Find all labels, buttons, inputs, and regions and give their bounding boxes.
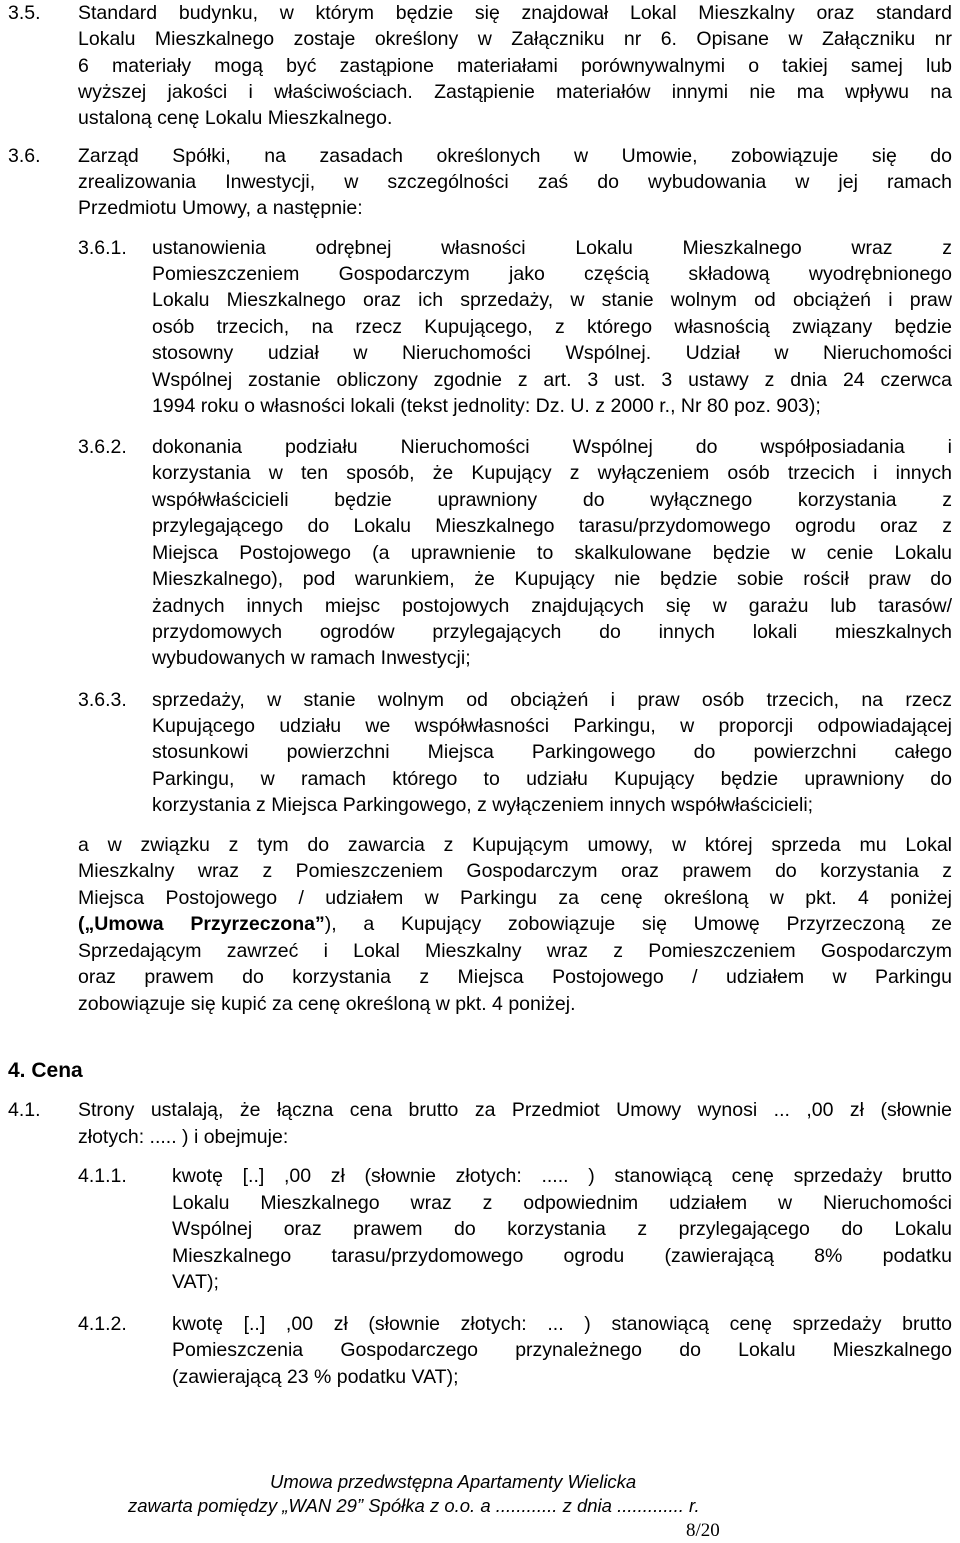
section-number: 3.5. [8, 2, 41, 24]
paragraph-line: stosowny udział w Nieruchomości Wspólnej. Udział w Nieruchomości [152, 342, 952, 364]
paragraph-line: (zawierającą 23 % podatku VAT); [172, 1366, 459, 1388]
defined-term: „Umowa Przyrzeczona” [84, 913, 325, 935]
paragraph-line: Miejsca Postojowego / udziałem w Parkingu za cenę określoną w pkt. 4 poniżej [78, 887, 952, 909]
paragraph-line: Kupującego udziału we współwłasności Parkingu, w proporcji odpowiadającej [152, 715, 952, 737]
paragraph-line: zobowiązuje się kupić za cenę określoną w pkt. 4 poniżej. [78, 993, 576, 1015]
paragraph-line: dokonania podziału Nieruchomości Wspólnej do współposiadania i [152, 436, 952, 458]
paragraph-line: oraz prawem do korzystania z Miejsca Postojowego / udziałem w Parkingu [78, 966, 952, 988]
item-number: 3.6.1. [78, 237, 127, 259]
paragraph-line: zrealizowania Inwestycji, w szczególności zaś do wybudowania w jej ramach [78, 171, 952, 193]
paragraph-line: Pomieszczeniem Gospodarczym jako częścią składową wyodrębnionego [152, 263, 952, 285]
paragraph-line: VAT); [172, 1271, 219, 1293]
paragraph-line: Mieszkalny wraz z Pomieszczeniem Gospodarczym oraz prawem do korzystania z [78, 860, 952, 882]
paragraph-line [78, 26, 952, 53]
paragraph-line: Lokalu Mieszkalnego wraz z odpowiednim udziałem w Nieruchomości [172, 1192, 952, 1214]
item-number: 3.6.3. [78, 689, 127, 711]
paragraph-line: żadnych innych miejsc postojowych znajdujących się w garażu lub tarasów/ [152, 595, 952, 617]
paragraph-line: 1994 roku o własności lokali (tekst jednolity: Dz. U. z 2000 r., Nr 80 poz. 903); [152, 395, 821, 417]
paragraph-line: korzystania w ten sposób, że Kupujący z wyłączeniem osób trzecich i innych [152, 462, 952, 484]
paragraph-line: ustaloną cenę Lokalu Mieszkalnego. [78, 107, 393, 129]
paragraph-line: Parkingu, w ramach którego to udziału Kupujący będzie uprawniony do [152, 768, 952, 790]
section-number: 4.1. [8, 1099, 41, 1121]
paragraph-line: kwotę [..] ,00 zł (słownie złotych: ..... ) stanowiącą cenę sprzedaży brutto [172, 1165, 952, 1187]
paragraph-line: osób trzecich, na rzecz Kupującego, z którego własnością związany będzie [152, 316, 952, 338]
paragraph-line: przylegającego do Lokalu Mieszkalnego tarasu/przydomowego ogrodu oraz z [152, 515, 952, 537]
paragraph-line: Standard budynku, w którym będzie się znajdował Lokal Mieszkalny oraz standard [78, 2, 952, 24]
paragraph-line: Lokalu Mieszkalnego oraz ich sprzedaży, w stanie wolnym od obciążeń i praw [152, 289, 952, 311]
paragraph-line: stosunkowi powierzchni Miejsca Parkingowego do powierzchni całego [152, 741, 952, 763]
paren-open: ( [78, 913, 85, 935]
paragraph-line: Mieszkalnego tarasu/przydomowego ogrodu (zawierającą 8% podatku [172, 1245, 952, 1267]
item-number: 4.1.2. [78, 1313, 127, 1335]
page-number: 8/20 [686, 1520, 720, 1541]
paragraph-line: 6 materiały mogą być zastąpione materiałami porównywalnymi o takiej samej lub [78, 55, 952, 77]
paragraph-line: Strony ustalają, że łączna cena brutto za Przedmiot Umowy wynosi ... ,00 zł (słownie [78, 1099, 952, 1121]
paragraph-line: Przedmiotu Umowy, a następnie: [78, 197, 363, 219]
item-number: 4.1.1. [78, 1165, 127, 1187]
paragraph-line: korzystania z Miejsca Parkingowego, z wyłączeniem innych współwłaścicieli; [152, 794, 814, 816]
paragraph-line: kwotę [..] ,00 zł (słownie złotych: ... ) stanowiącą cenę sprzedaży brutto [172, 1313, 952, 1335]
paragraph-line: ustanowienia odrębnej własności Lokalu Mieszkalnego wraz z [152, 237, 952, 259]
paragraph-text: ), a Kupujący zobowiązuje się Umowę Przyrzeczoną ze [324, 913, 952, 935]
item-number: 3.6.2. [78, 436, 127, 458]
footer-title: Umowa przedwstępna Apartamenty Wielicka [270, 1471, 637, 1492]
paragraph-line: Wspólnej oraz prawem do korzystania z przylegającego do Lokalu [172, 1218, 952, 1240]
paragraph-line: wyższej jakości i właściwościach. Zastąpienie materiałów innymi nie ma wpływu na [78, 81, 952, 103]
paragraph-line: Pomieszczenia Gospodarczego przynależnego do Lokalu Mieszkalnego [172, 1339, 952, 1361]
footer-parties: zawarta pomiędzy „WAN 29” Spółka z o.o. a ............ z dnia ............. r. [128, 1495, 700, 1516]
paragraph-line: przydomowych ogrodów przylegających do innych lokali mieszkalnych [152, 621, 952, 643]
paragraph-line: Zarząd Spółki, na zasadach określonych w Umowie, zobowiązuje się do [78, 145, 952, 167]
paragraph-line: złotych: ..... ) i obejmuje: [78, 1126, 289, 1148]
paragraph-line: współwłaścicieli będzie uprawniony do wyłącznego korzystania z [152, 489, 952, 511]
section-heading: 4. Cena [8, 1059, 83, 1082]
section-number: 3.6. [8, 145, 41, 167]
paragraph-line: sprzedaży, w stanie wolnym od obciążeń i praw osób trzecich, na rzecz [152, 689, 952, 711]
paragraph-line: Miejsca Postojowego (a uprawnienie to skalkulowane będzie w cenie Lokalu [152, 542, 952, 564]
paragraph-line [78, 911, 952, 938]
paragraph-line: Sprzedającym zawrzeć i Lokal Mieszkalny wraz z Pomieszczeniem Gospodarczym [78, 940, 952, 962]
paragraph-line: Mieszkalnego), pod warunkiem, że Kupujący nie będzie sobie rościł praw do [152, 568, 952, 590]
paragraph-line: wybudowanych w ramach Inwestycji; [152, 647, 471, 669]
paragraph-line: a w związku z tym do zawarcia z Kupującym umowy, w której sprzeda mu Lokal [78, 834, 952, 856]
paragraph-line: Wspólnej zostanie obliczony zgodnie z art. 3 ust. 3 ustawy z dnia 24 czerwca [152, 369, 952, 391]
paragraph-text: Lokalu Mieszkalnego zostaje określony w Załączniku nr 6. Opisane w Załączniku nr [78, 28, 952, 50]
